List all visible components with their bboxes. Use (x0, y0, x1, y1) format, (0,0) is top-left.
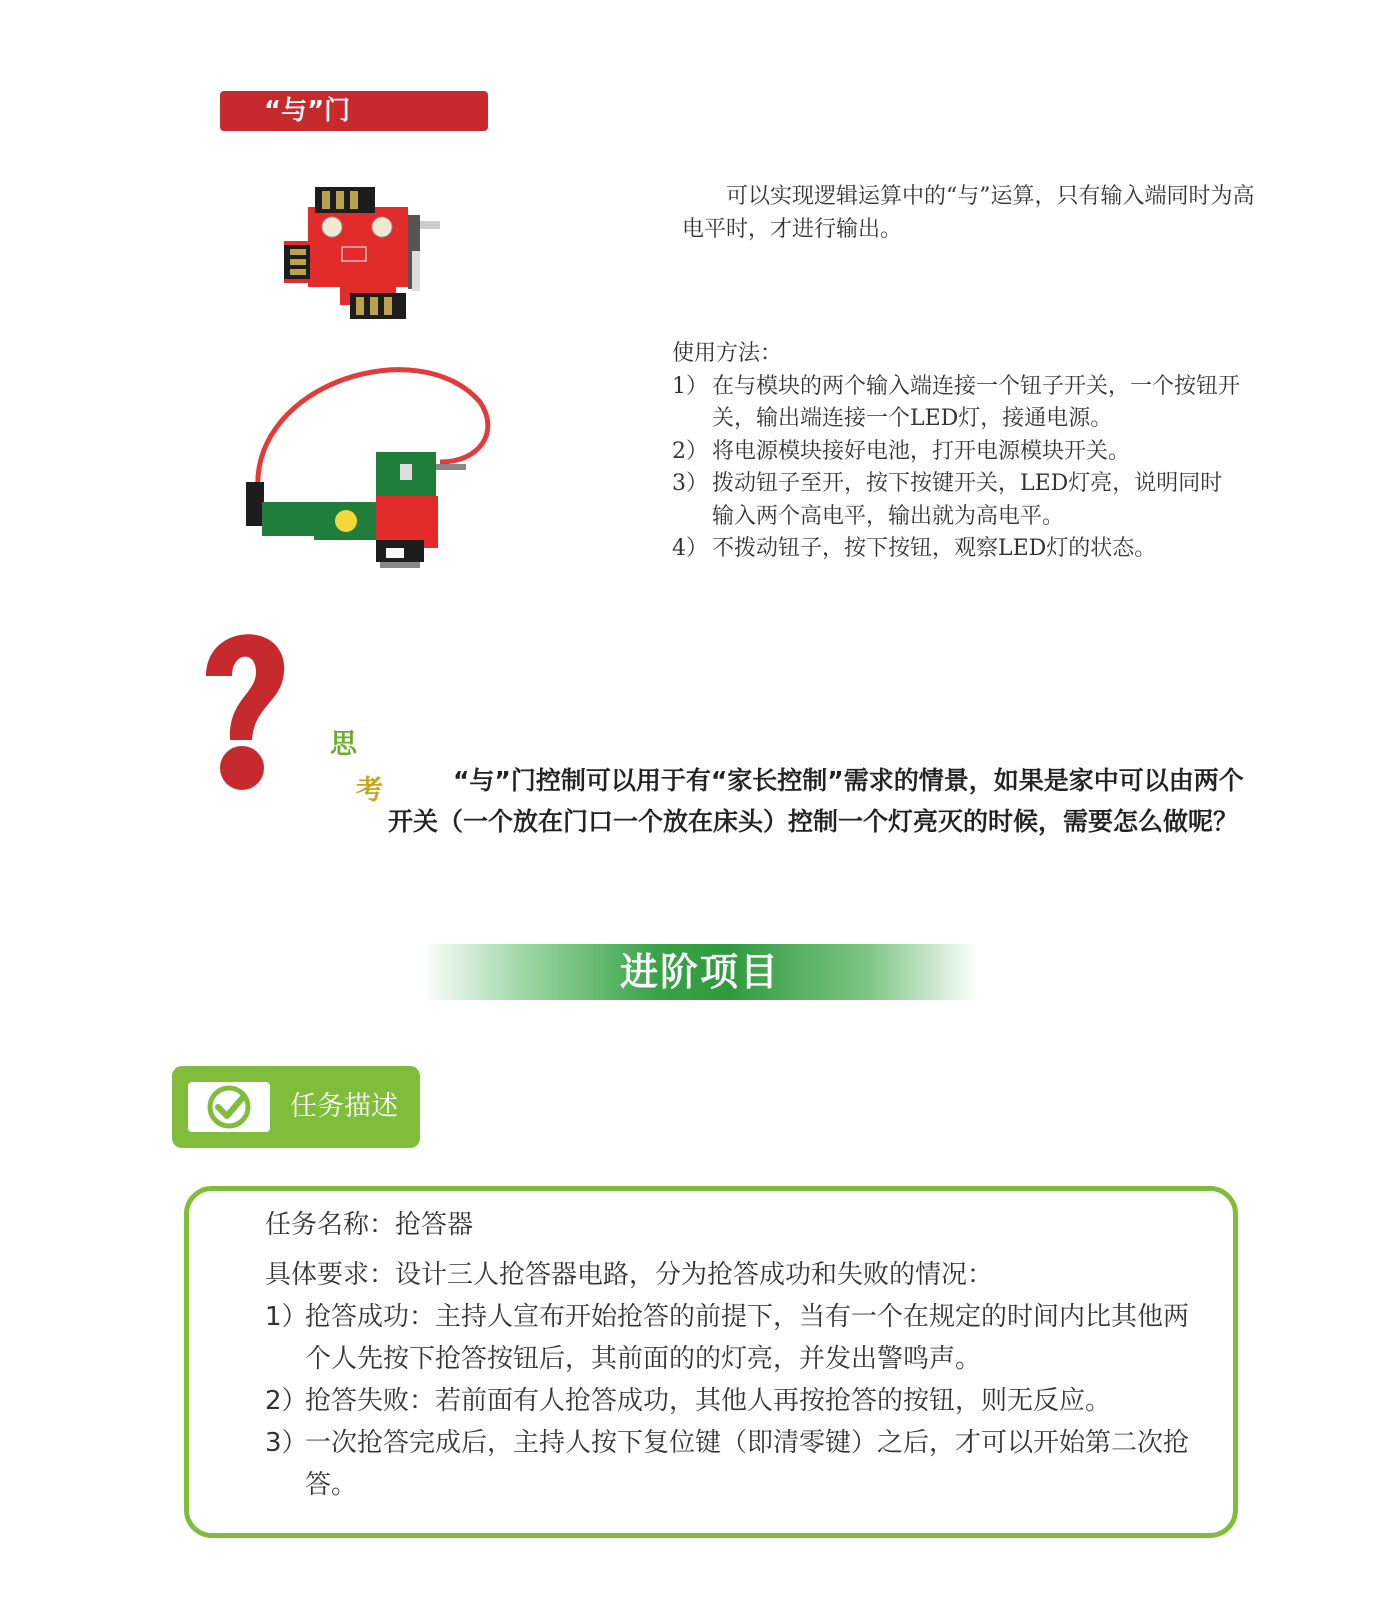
usage-heading: 使用方法： (672, 341, 783, 366)
step-number: 2） (672, 438, 708, 464)
usage-steps (672, 371, 1242, 566)
think-label-1: 思 (330, 729, 357, 760)
task-description-tag (172, 1066, 420, 1148)
task-item (265, 1422, 1205, 1506)
step-text: 拨动钮子至开，按下按键开关，LED灯亮，说明同时输入两个高电平，输出就为高电平。 (712, 471, 1223, 529)
item-text: 抢答成功：主持人宣布开始抢答的前提下，当有一个在规定的时间内比其他两个人先按下抢答按钮后，其前面的的灯亮，并发出警鸣声。 (305, 1302, 1190, 1374)
item-number: 3） (265, 1428, 308, 1458)
task-items (265, 1296, 1205, 1506)
step-number: 1） (672, 373, 708, 399)
intro-text (682, 180, 1262, 246)
item-text: 抢答失败：若前面有人抢答成功，其他人再按抢答的按钮，则无反应。 (305, 1386, 1112, 1416)
item-number: 1） (265, 1302, 308, 1332)
task-item (265, 1296, 1205, 1380)
step-text: 将电源模块接好电池，打开电源模块开关。 (712, 438, 1131, 464)
advanced-project-banner: 进阶项目 (422, 944, 978, 1000)
item-number: 2） (265, 1386, 308, 1416)
usage-step (672, 371, 1242, 436)
step-text: 不拨动钮子，按下按钮，观察LED灯的状态。 (712, 536, 1157, 561)
step-number: 3） (672, 471, 708, 496)
task-content (265, 1204, 1205, 1506)
task-tag-label: 任务描述 (290, 1091, 398, 1122)
usage-step (672, 436, 1242, 469)
wiring-example-image (240, 352, 500, 582)
task-name: 任务名称：抢答器 (265, 1210, 474, 1240)
usage-step (672, 468, 1242, 533)
checkmark-icon (184, 1078, 274, 1136)
task-requirement: 具体要求：设计三人抢答器电路，分为抢答成功和失败的情况： (265, 1260, 994, 1290)
item-text: 一次抢答完成后，主持人按下复位键（即清零键）之后，才可以开始第二次抢答。 (305, 1428, 1190, 1500)
and-gate-module-image (280, 185, 450, 325)
intro-paragraph: 可以实现逻辑运算中的“与”运算，只有输入端同时为高电平时，才进行输出。 (682, 184, 1255, 242)
thinking-question (388, 760, 1268, 842)
usage-step (672, 533, 1242, 566)
question-mark-icon (192, 628, 302, 798)
step-text: 在与模块的两个输入端连接一个钮子开关，一个按钮开关，输出端连接一个LED灯，接通电源。 (712, 373, 1241, 431)
think-label-2: 考 (356, 775, 383, 806)
step-number: 4） (672, 536, 708, 561)
usage-instructions (672, 338, 1242, 566)
section-title: “与”门 (220, 91, 488, 131)
task-item (265, 1380, 1205, 1422)
question-text: “与”门控制可以用于有“家长控制”需求的情景，如果是家中可以由两个开关（一个放在门口一个放在床头）控制一个灯亮灭的时候，需要怎么做呢？ (388, 766, 1244, 836)
